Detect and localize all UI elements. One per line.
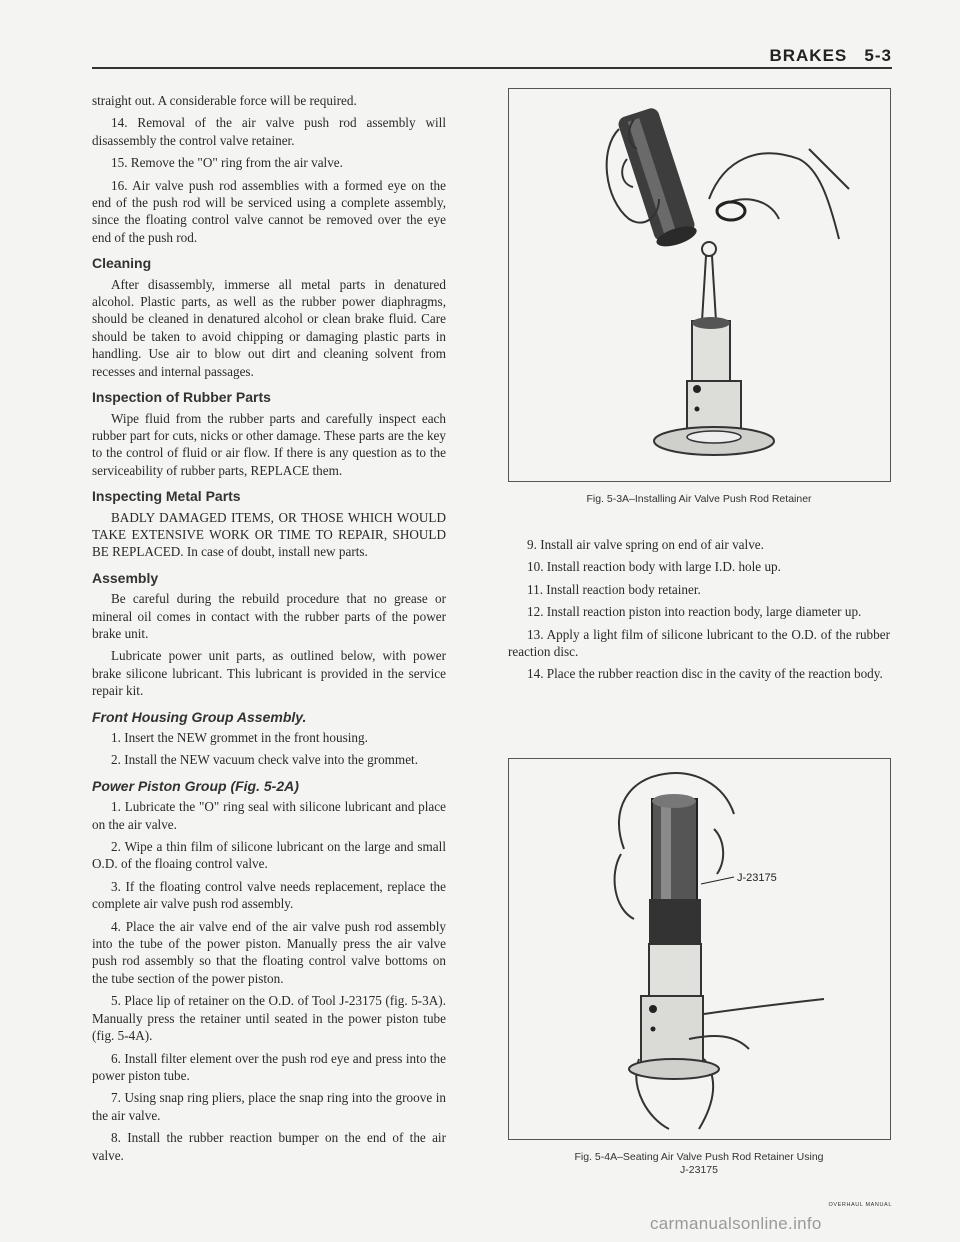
figure-5-4a-caption-line-1: Fig. 5-4A–Seating Air Valve Push Rod Retainer Using [574, 1151, 824, 1163]
paragraph-rubber: Wipe fluid from the rubber parts and carefully inspect each rubber part for cuts, nicks or other damage. These parts are the key to the control of fluid or air flow. If there is any question as to the serviceability of rubber parts, REPLACE them. [92, 410, 446, 478]
piston-step-4: 4. Place the air valve end of the air valve push rod assembly into the tube of the power piston. Manually press the air valve push rod assembly so that the floating control valve bottoms on the tube section of the power piston. [92, 918, 446, 986]
piston-step-6: 6. Install filter element over the push rod eye and press into the power piston tube. [92, 1050, 446, 1083]
figure-5-4a [508, 758, 891, 1140]
front-step-1: 1. Insert the NEW grommet in the front housing. [111, 730, 368, 745]
step-15: 15. Remove the "O" ring from the air valve. [111, 155, 343, 171]
heading-inspection-rubber: Inspection of Rubber Parts [92, 389, 271, 406]
illustration-installing-retainer [509, 89, 890, 481]
paragraph-cleaning: After disassembly, immerse all metal parts in denatured alcohol. Plastic parts, as well as the rubber power diaphragms, should be cleaned in denatured alcohol or clean brake fluid. Care should be taken to avoid chipping or damaging plastic parts in handling. Use air to blow out dirt and cleaning solvent from recesses and internal passages. [92, 276, 446, 379]
illustration-seating-retainer [509, 759, 890, 1139]
watermark: carmanualsonline.info [650, 1214, 822, 1233]
heading-assembly: Assembly [92, 569, 159, 586]
step-12: 12. Install reaction piston into reaction body, large diameter up. [527, 604, 862, 620]
piston-step-3: 3. If the floating control valve needs replacement, replace the complete air valve push rod assembly. [92, 878, 446, 912]
tool-label-j-23175: J-23175 [737, 872, 777, 884]
right-column [508, 536, 890, 688]
heading-front-housing: Front Housing Group Assembly. [92, 708, 307, 725]
step-9: 9. Install air valve spring on end of air valve. [527, 537, 764, 552]
page-title: BRAKES 5-3 [769, 46, 892, 65]
paragraph-assembly-2: Lubricate power unit parts, as outlined below, with power brake silicone lubricant. This lubricant is provided in the service repair kit. [92, 648, 446, 699]
figure-5-3a [508, 88, 891, 482]
paragraph: straight out. A considerable force will be required. [92, 93, 357, 108]
footer-label: OVERHAUL MANUAL [828, 1202, 892, 1208]
heading-power-piston: Power Piston Group (Fig. 5-2A) [92, 777, 299, 794]
heading-cleaning: Cleaning [92, 255, 152, 272]
figure-5-4a-caption [508, 1151, 890, 1177]
front-step-2: 2. Install the NEW vacuum check valve into the grommet. [111, 752, 419, 768]
left-column [92, 92, 446, 1169]
step-11: 11. Install reaction body retainer. [527, 581, 701, 597]
paragraph-metal: BADLY DAMAGED ITEMS, OR THOSE WHICH WOULD TAKE EXTENSIVE WORK OR TIME TO REPAIR, SHOULD BE REPLACED. In case of doubt, install new parts. [92, 509, 446, 560]
heading-inspecting-metal: Inspecting Metal Parts [92, 488, 241, 505]
step-14: 14. Removal of the air valve push rod assembly will disassembly the control valve retainer. [92, 115, 446, 148]
step-14-right: 14. Place the rubber reaction disc in the cavity of the reaction body. [527, 666, 883, 682]
piston-step-1: 1. Lubricate the "O" ring seal with silicone lubricant and place on the air valve. [92, 799, 446, 832]
piston-step-5: 5. Place lip of retainer on the O.D. of Tool J-23175 (fig. 5-3A). Manually press the retainer until seated in the power piston tube (fig. 5-4A). [92, 993, 446, 1044]
step-16: 16. Air valve push rod assemblies with a formed eye on the end of the push rod will be serviced using a complete assembly, since the floating control valve cannot be removed over the eye end of the push rod. [92, 177, 446, 245]
step-13: 13. Apply a light film of silicone lubricant to the O.D. of the rubber reaction disc. [508, 626, 890, 660]
paragraph-assembly-1: Be careful during the rebuild procedure that no grease or mineral oil comes in contact with the rubber parts of the power brake unit. [92, 591, 446, 641]
figure-5-3a-caption: Fig. 5-3A–Installing Air Valve Push Rod Retainer [586, 493, 812, 505]
piston-step-2: 2. Wipe a thin film of silicone lubricant on the large and small O.D. of the floaing control valve. [92, 839, 446, 872]
piston-step-8: 8. Install the rubber reaction bumper on the end of the air valve. [92, 1130, 446, 1163]
figure-5-4a-caption-line-2: J-23175 [680, 1164, 718, 1176]
header-rule [92, 67, 892, 69]
step-10: 10. Install reaction body with large I.D. hole up. [527, 559, 781, 575]
piston-step-7: 7. Using snap ring pliers, place the snap ring into the groove in the air valve. [92, 1090, 446, 1123]
page-header [92, 46, 892, 68]
